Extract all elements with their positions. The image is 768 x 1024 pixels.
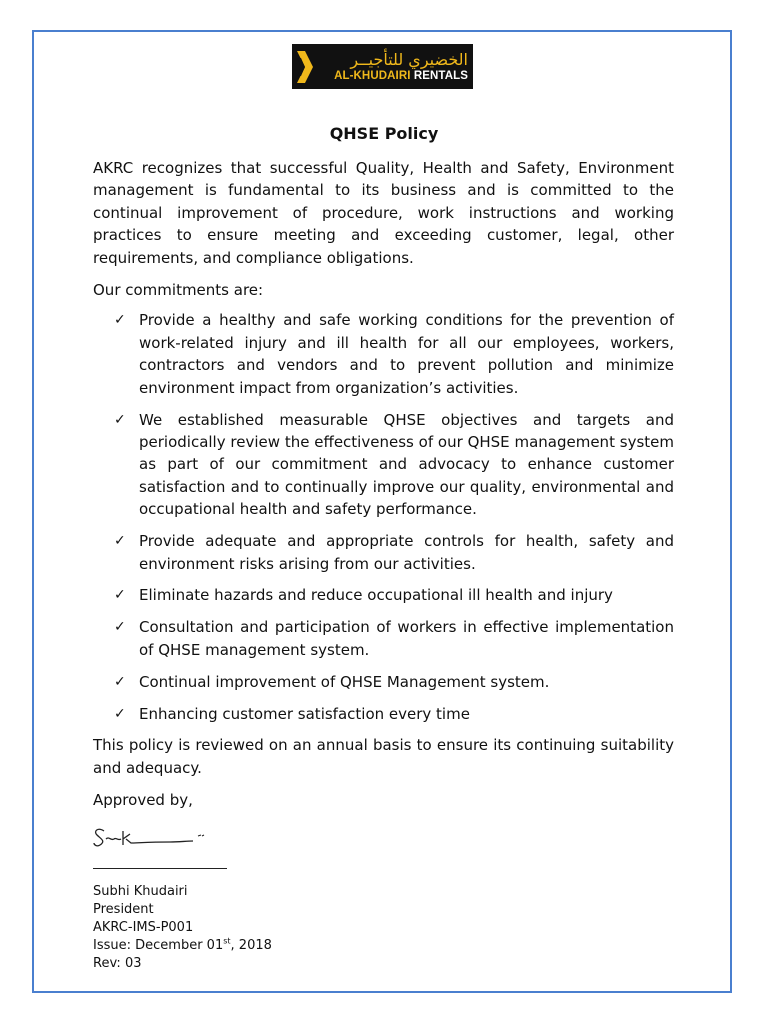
check-icon: ✓	[114, 619, 126, 636]
policy-body	[93, 157, 674, 812]
intro-paragraph: AKRC recognizes that successful Quality, Health and Safety, Environment management is fundamental to its business and is committed to the continual improvement of procedure, work instructions and working practices to ensure meeting and exceeding customer, legal, other requirements, and compliance obligations.	[93, 159, 674, 267]
logo-latin-text: AL-KHUDAIRI RENTALS	[334, 69, 468, 82]
list-item: ✓ Provide a healthy and safe working conditions for the prevention of work-related injury and ill health for all our employees, workers, contractors and vendors and to prevent pollution and minimize environment impact from organization’s activities.	[114, 311, 674, 397]
approved-by-label: Approved by,	[93, 791, 193, 810]
list-item: ✓ Continual improvement of QHSE Management system.	[93, 671, 674, 693]
signature-line	[93, 868, 227, 869]
list-item: ✓ We established measurable QHSE objectives and targets and periodically review the effectiveness of our QHSE management system as part of our commitment and advocacy to enhance customer satisfaction and to continually improve our quality, environmental and occupational health and safety performance.	[114, 410, 674, 519]
issue-date: Issue: December 01st, 2018	[93, 936, 272, 953]
check-icon: ✓	[114, 705, 126, 722]
list-item: ✓ Provide adequate and appropriate controls for health, safety and environment risks arising from our activities.	[114, 532, 674, 573]
logo-arabic-text: الخضيري للتأجيــر	[350, 49, 468, 69]
signature-icon	[90, 818, 215, 858]
commitments-lead: Our commitments are:	[93, 281, 264, 300]
list-item: ✓ Consultation and participation of workers in effective implementation of QHSE management system.	[114, 618, 674, 659]
chevron-logo-icon	[292, 44, 318, 89]
company-logo	[292, 44, 473, 89]
check-icon: ✓	[114, 587, 126, 604]
document-footer	[93, 883, 272, 973]
revision-number: Rev: 03	[93, 956, 142, 971]
list-item: ✓ Enhancing customer satisfaction every time	[93, 703, 674, 725]
check-icon: ✓	[114, 533, 126, 550]
list-item: ✓ Eliminate hazards and reduce occupational ill health and injury	[93, 584, 674, 606]
commitments-list	[93, 309, 674, 725]
check-icon: ✓	[114, 411, 126, 428]
signatory-name: Subhi Khudairi	[93, 884, 188, 899]
review-statement: This policy is reviewed on an annual basis to ensure its continuing suitability and adequacy.	[93, 736, 674, 777]
check-icon: ✓	[114, 312, 126, 329]
page-title: QHSE Policy	[329, 124, 439, 143]
signatory-role: President	[93, 902, 154, 917]
check-icon: ✓	[114, 673, 126, 690]
document-code: AKRC-IMS-P001	[93, 920, 194, 935]
